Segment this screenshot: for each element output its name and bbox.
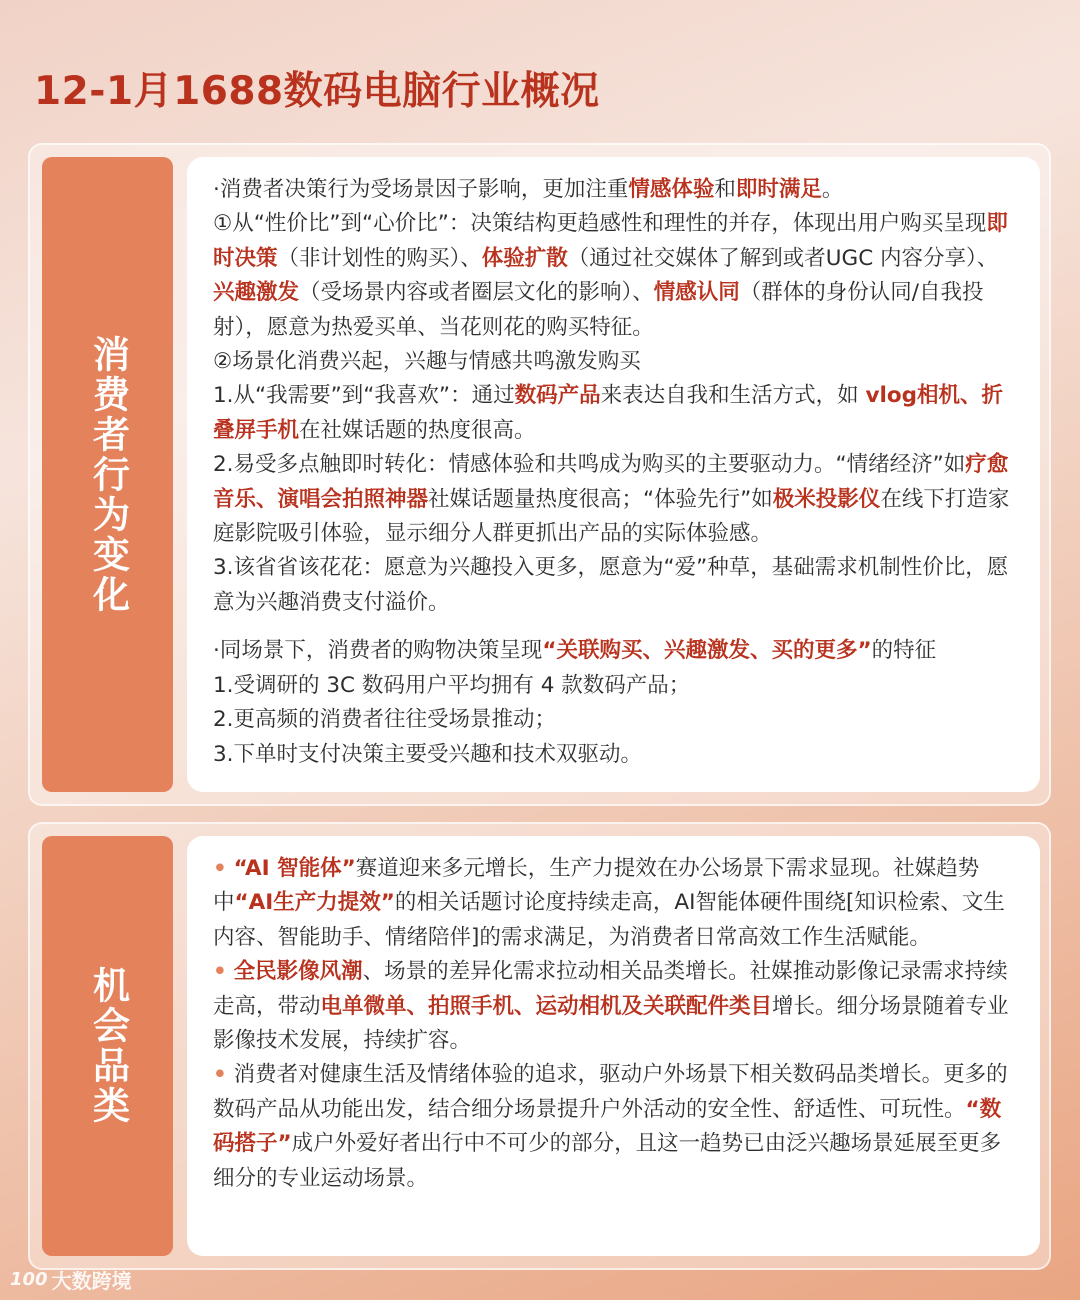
watermark [10, 1265, 132, 1294]
highlight: “关联购买、兴趣激发、买的更多” [542, 638, 872, 664]
text: 。 [821, 177, 844, 202]
consumer-behavior-panel [28, 143, 1051, 806]
bullet-icon: • [213, 856, 227, 881]
highlight: vlog相机、折叠屏手机 [213, 383, 1003, 443]
section-label-text: 消费者行为变化 [86, 334, 130, 615]
list-item [213, 955, 1018, 1058]
text: （通过社交媒体了解到或者UGC 内容分享）、 [567, 245, 999, 271]
text: 和 [714, 177, 736, 202]
opportunity-categories-panel [28, 822, 1051, 1270]
paragraph: 3.下单时支付决策主要受兴趣和技术双驱动。 [213, 741, 643, 767]
brand-logo-icon: 100 [10, 1269, 48, 1290]
text: 赛道迎来多元增长，生产力提效在办公场景下需求显现。社媒趋势中 [213, 856, 980, 916]
bullet-icon: • [213, 1062, 227, 1088]
bullet-icon: • [213, 959, 227, 985]
section-content [187, 157, 1040, 792]
spacer [213, 620, 1018, 634]
text: 来表达自我和生活方式，如 [600, 383, 866, 409]
highlight: “AI生产力提效” [234, 890, 395, 916]
highlight: 情感体验 [628, 177, 715, 202]
page-title: 12-1月1688数码电脑行业概况 [34, 69, 600, 114]
paragraph [213, 379, 1018, 448]
text: 的相关话题讨论度持续走高，AI智能体硬件围绕[知识检索、文生内容、智能助手、情绪陪伴]的需求满足，为消费者日常高效工作生活赋能。 [213, 890, 1005, 950]
section-label [42, 157, 173, 792]
text: 的特征 [871, 638, 937, 664]
section-label-text: 机会品类 [86, 966, 130, 1126]
paragraph [213, 634, 1018, 668]
text: 消费者对健康生活及情绪体验的追求，驱动户外场景下相关数码品类增长。更多的数码产品从功能出发，结合细分场景提升户外活动的安全性、舒适性、可玩性。 [213, 1062, 1008, 1122]
watermark-text: 大数跨境 [51, 1269, 132, 1293]
text: ·同场景下，消费者的购物决策呈现 [213, 638, 543, 664]
highlight: “AI 智能体” [233, 856, 356, 881]
text: 、场景的差异化需求拉动相关品类增长。社媒推动影像记录需求持续走高，带动 [213, 959, 1008, 1019]
highlight: 即时满足 [735, 177, 822, 202]
highlight: 即时决策 [213, 211, 1008, 271]
paragraph: 2.更高频的消费者往往受场景推动； [213, 707, 557, 733]
text: ·消费者决策行为受场景因子影响，更加注重 [213, 177, 629, 202]
paragraph: 3.该省省该花花：愿意为兴趣投入更多，愿意为“爱”种草，基础需求机制性价比，愿意为兴趣消费支付溢价。 [213, 555, 1009, 615]
highlight: 兴趣激发 [213, 280, 300, 306]
highlight: “数码搭子” [213, 1096, 1002, 1157]
paragraph [213, 448, 1018, 551]
text: 成户外爱好者出行中不可少的部分，且这一趋势已由泛兴趣场景延展至更多细分的专业运动场景。 [213, 1131, 1002, 1191]
text: （群体的身份认同/自我投射），愿意为热爱买单、当花则花的购买特征。 [213, 280, 984, 340]
text: （非计划性的购买）、 [277, 245, 482, 271]
text: ①从“性价比”到“心价比”：决策结构更趋感性和理性的并存，体现出用户购买呈现 [213, 211, 987, 237]
text: 在社媒话题的热度很高。 [299, 417, 536, 443]
highlight: 数码产品 [514, 383, 601, 409]
text: 2.易受多点触即时转化：情感体验和共鸣成为购买的主要驱动力。“情绪经济”如 [213, 452, 966, 478]
highlight: 全民影像风潮 [233, 959, 363, 985]
section-content [187, 836, 1040, 1256]
text: 增长。细分场景随着专业影像技术发展，持续扩容。 [213, 993, 1009, 1054]
paragraph [213, 173, 1018, 207]
paragraph [213, 207, 1018, 345]
list-item [213, 852, 1018, 955]
text: 社媒话题量热度很高；“体验先行”如 [428, 486, 773, 512]
highlight: 体验扩散 [481, 245, 568, 271]
highlight: 疗愈音乐、演唱会拍照神器 [213, 452, 1009, 512]
list-item [213, 1058, 1018, 1196]
text: 在线下打造家庭影院吸引体验，显示细分人群更抓出产品的实际体验感。 [213, 486, 1010, 547]
highlight: 极米投影仪 [772, 486, 881, 512]
paragraph: 1.受调研的 3C 数码用户平均拥有 4 款数码产品； [213, 672, 691, 698]
text: 1.从“我需要”到“我喜欢”：通过 [213, 383, 515, 409]
paragraph: ②场景化消费兴起，兴趣与情感共鸣激发购买 [213, 349, 641, 375]
section-label [42, 836, 173, 1256]
highlight: 电单微单、拍照手机、运动相机及关联配件类目 [320, 993, 773, 1019]
text: （受场景内容或者圈层文化的影响）、 [299, 280, 654, 306]
highlight: 情感认同 [653, 280, 740, 306]
